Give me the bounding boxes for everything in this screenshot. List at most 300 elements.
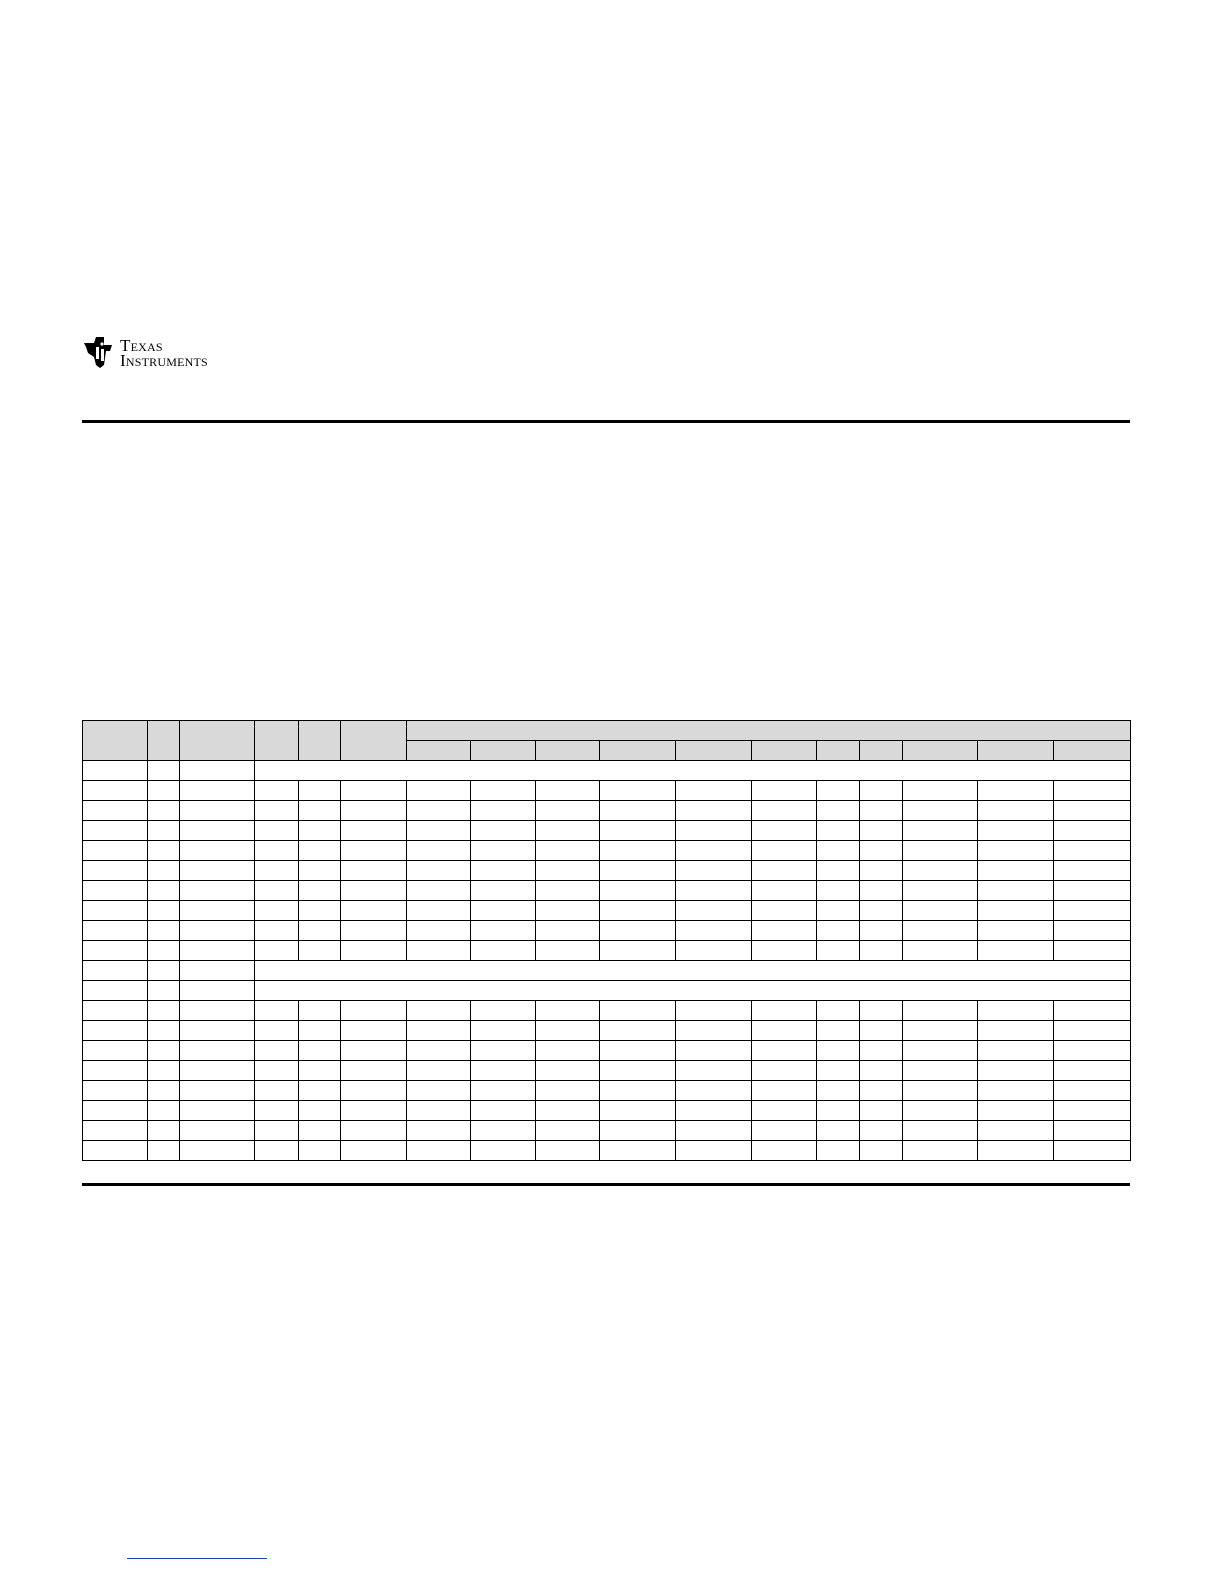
table-cell xyxy=(341,1001,407,1021)
table-cell xyxy=(752,861,817,881)
table-cell xyxy=(471,1001,536,1021)
table-cell xyxy=(83,901,148,921)
table-cell xyxy=(817,901,860,921)
table-cell xyxy=(752,1121,817,1141)
table-cell xyxy=(255,1121,299,1141)
table-cell xyxy=(903,781,978,801)
table-cell xyxy=(255,1101,299,1121)
table-cell xyxy=(148,921,180,941)
table-cell xyxy=(817,801,860,821)
footer-rule xyxy=(82,1183,1130,1186)
table-cell xyxy=(255,881,299,901)
table-cell xyxy=(817,941,860,961)
table-cell xyxy=(536,901,600,921)
table-cell xyxy=(978,1121,1054,1141)
table-cell xyxy=(471,1081,536,1101)
table-cell xyxy=(817,921,860,941)
table-cell xyxy=(180,1041,255,1061)
table-cell xyxy=(600,1121,676,1141)
table-cell xyxy=(860,1141,903,1161)
table-cell xyxy=(752,881,817,901)
table-cell xyxy=(1054,941,1131,961)
table-cell xyxy=(180,1021,255,1041)
table-row xyxy=(83,941,1131,961)
table-cell xyxy=(341,781,407,801)
table-cell xyxy=(407,1021,471,1041)
table-cell xyxy=(536,861,600,881)
table-cell xyxy=(299,901,341,921)
table-cell xyxy=(148,1141,180,1161)
table-cell xyxy=(903,901,978,921)
table-cell xyxy=(180,921,255,941)
table-cell xyxy=(255,1041,299,1061)
table-cell xyxy=(903,1121,978,1141)
table-cell xyxy=(752,1101,817,1121)
table-cell xyxy=(1054,921,1131,941)
table-cell xyxy=(407,881,471,901)
table-cell xyxy=(903,1061,978,1081)
table-body xyxy=(83,761,1131,1161)
table-cell xyxy=(903,1081,978,1101)
table-cell xyxy=(860,1121,903,1141)
table-cell xyxy=(978,881,1054,901)
table-cell xyxy=(860,1061,903,1081)
table-cell xyxy=(860,1041,903,1061)
header-rule xyxy=(82,420,1130,423)
table-cell xyxy=(471,1121,536,1141)
table-cell xyxy=(903,881,978,901)
table-row xyxy=(83,1121,1131,1141)
table-cell xyxy=(83,801,148,821)
table-cell xyxy=(83,941,148,961)
table-cell xyxy=(676,781,752,801)
table-cell xyxy=(148,1041,180,1061)
table-cell xyxy=(676,1081,752,1101)
table-cell xyxy=(1054,1141,1131,1161)
table-cell xyxy=(255,941,299,961)
table-cell xyxy=(180,901,255,921)
table-cell xyxy=(978,841,1054,861)
table-cell xyxy=(255,1001,299,1021)
table-cell xyxy=(180,1061,255,1081)
table-cell xyxy=(817,1021,860,1041)
data-table xyxy=(82,720,1131,1161)
table-row xyxy=(83,1101,1131,1121)
table-row xyxy=(83,861,1131,881)
table-cell xyxy=(536,941,600,961)
table-row xyxy=(83,761,1131,781)
table-cell xyxy=(536,1081,600,1101)
table-cell xyxy=(600,781,676,801)
table-header xyxy=(83,721,1131,761)
table-cell xyxy=(148,861,180,881)
table-cell xyxy=(180,761,255,781)
table-span-cell xyxy=(255,761,1131,781)
table-cell xyxy=(83,1001,148,1021)
subheader-cell xyxy=(752,741,817,761)
table-cell xyxy=(407,861,471,881)
table-cell xyxy=(148,1061,180,1081)
table-cell xyxy=(600,1001,676,1021)
table-cell xyxy=(83,921,148,941)
table-cell xyxy=(299,1101,341,1121)
table-cell xyxy=(1054,1061,1131,1081)
table-cell xyxy=(676,901,752,921)
table-cell xyxy=(1054,841,1131,861)
table-cell xyxy=(676,861,752,881)
table-cell xyxy=(83,841,148,861)
table-cell xyxy=(341,1081,407,1101)
table-cell xyxy=(341,941,407,961)
table-cell xyxy=(341,1141,407,1161)
table-cell xyxy=(180,781,255,801)
table-cell xyxy=(148,801,180,821)
table-cell xyxy=(860,1001,903,1021)
table-cell xyxy=(471,921,536,941)
table-cell xyxy=(299,881,341,901)
table-cell xyxy=(83,821,148,841)
table-cell xyxy=(676,801,752,821)
table-cell xyxy=(1054,821,1131,841)
header-cell xyxy=(299,721,341,761)
table-cell xyxy=(83,1101,148,1121)
table-cell xyxy=(255,801,299,821)
table-cell xyxy=(471,901,536,921)
table-cell xyxy=(860,781,903,801)
table-cell xyxy=(817,1141,860,1161)
table-cell xyxy=(180,1101,255,1121)
table-cell xyxy=(860,1021,903,1041)
table-cell xyxy=(180,861,255,881)
table-cell xyxy=(903,1001,978,1021)
table-cell xyxy=(860,941,903,961)
table-cell xyxy=(860,801,903,821)
table-cell xyxy=(148,1081,180,1101)
table-cell xyxy=(1054,1021,1131,1041)
table-cell xyxy=(752,1021,817,1041)
table-cell xyxy=(341,881,407,901)
table-cell xyxy=(407,781,471,801)
table-cell xyxy=(83,1021,148,1041)
table-cell xyxy=(978,901,1054,921)
table-cell xyxy=(148,781,180,801)
subheader-cell xyxy=(536,741,600,761)
table-cell xyxy=(83,861,148,881)
table-cell xyxy=(255,1141,299,1161)
table-cell xyxy=(83,1121,148,1141)
table-cell xyxy=(255,921,299,941)
table-cell xyxy=(817,841,860,861)
logo-line-2: Instruments xyxy=(120,351,208,370)
table-cell xyxy=(180,1081,255,1101)
table-cell xyxy=(817,1081,860,1101)
table-cell xyxy=(536,1041,600,1061)
table-cell xyxy=(817,1041,860,1061)
table-cell xyxy=(1054,781,1131,801)
table-cell xyxy=(341,1021,407,1041)
table-cell xyxy=(600,861,676,881)
table-cell xyxy=(536,1061,600,1081)
table-cell xyxy=(600,1041,676,1061)
table-cell xyxy=(860,881,903,901)
header-cell xyxy=(341,721,407,761)
table-cell xyxy=(471,801,536,821)
table-cell xyxy=(148,821,180,841)
table-row xyxy=(83,801,1131,821)
table-cell xyxy=(180,961,255,981)
table-cell xyxy=(255,1081,299,1101)
table-cell xyxy=(1054,1121,1131,1141)
table-cell xyxy=(536,821,600,841)
table-cell xyxy=(536,1021,600,1041)
table-cell xyxy=(407,1121,471,1141)
table-cell xyxy=(407,821,471,841)
table-cell xyxy=(471,821,536,841)
table-cell xyxy=(407,801,471,821)
table-cell xyxy=(180,1121,255,1141)
table-cell xyxy=(471,1141,536,1161)
table-cell xyxy=(180,941,255,961)
table-cell xyxy=(676,1001,752,1021)
table-cell xyxy=(407,1001,471,1021)
subheader-cell xyxy=(471,741,536,761)
table-row xyxy=(83,1061,1131,1081)
table-cell xyxy=(180,841,255,861)
table-cell xyxy=(471,941,536,961)
table-cell xyxy=(978,1081,1054,1101)
table-cell xyxy=(407,1041,471,1061)
table-cell xyxy=(299,1021,341,1041)
table-cell xyxy=(1054,901,1131,921)
table-cell xyxy=(1054,1081,1131,1101)
table-cell xyxy=(860,921,903,941)
table-cell xyxy=(148,1101,180,1121)
table-cell xyxy=(407,921,471,941)
table-cell xyxy=(600,1021,676,1041)
table-cell xyxy=(978,861,1054,881)
table-cell xyxy=(817,1061,860,1081)
table-cell xyxy=(676,1101,752,1121)
table-cell xyxy=(180,881,255,901)
table-cell xyxy=(978,1101,1054,1121)
table-cell xyxy=(180,1141,255,1161)
table-cell xyxy=(1054,861,1131,881)
table-row xyxy=(83,781,1131,801)
table-cell xyxy=(255,821,299,841)
table-span-cell xyxy=(255,961,1131,981)
table-cell xyxy=(860,1081,903,1101)
table-cell xyxy=(978,1061,1054,1081)
table-cell xyxy=(341,921,407,941)
table-cell xyxy=(407,1101,471,1121)
table-cell xyxy=(299,941,341,961)
table-cell xyxy=(903,1101,978,1121)
footer-link-underline[interactable] xyxy=(127,1558,267,1559)
table-cell xyxy=(978,1141,1054,1161)
table-cell xyxy=(299,1041,341,1061)
table-cell xyxy=(536,1141,600,1161)
logo-wordmark xyxy=(120,336,208,370)
table-cell xyxy=(299,921,341,941)
table-cell xyxy=(255,841,299,861)
table-cell xyxy=(299,1001,341,1021)
table-cell xyxy=(471,861,536,881)
table-cell xyxy=(903,941,978,961)
table-cell xyxy=(978,781,1054,801)
table-cell xyxy=(180,821,255,841)
table-cell xyxy=(752,901,817,921)
table-cell xyxy=(148,981,180,1001)
table-cell xyxy=(978,821,1054,841)
subheader-cell xyxy=(407,741,471,761)
table-cell xyxy=(817,821,860,841)
table-cell xyxy=(471,1101,536,1121)
table-cell xyxy=(817,1101,860,1121)
table-cell xyxy=(83,981,148,1001)
table-cell xyxy=(978,1041,1054,1061)
table-cell xyxy=(536,921,600,941)
table-cell xyxy=(536,781,600,801)
table-cell xyxy=(752,821,817,841)
table-cell xyxy=(600,1141,676,1161)
table-cell xyxy=(752,1141,817,1161)
table-cell xyxy=(536,881,600,901)
subheader-cell xyxy=(817,741,860,761)
table-cell xyxy=(1054,881,1131,901)
table-cell xyxy=(600,941,676,961)
logo-line-1: Texas xyxy=(120,336,163,355)
table-cell xyxy=(752,801,817,821)
table-cell xyxy=(860,841,903,861)
table-cell xyxy=(676,1021,752,1041)
subheader-cell xyxy=(1054,741,1131,761)
table-cell xyxy=(860,821,903,841)
table-span-cell xyxy=(255,981,1131,1001)
table-cell xyxy=(341,1101,407,1121)
table-cell xyxy=(148,761,180,781)
table-cell xyxy=(255,1021,299,1041)
table-cell xyxy=(471,781,536,801)
table-cell xyxy=(676,821,752,841)
texas-instruments-logo xyxy=(82,335,232,371)
table-cell xyxy=(148,901,180,921)
table-cell xyxy=(860,1101,903,1121)
table-cell xyxy=(299,781,341,801)
table-cell xyxy=(903,1021,978,1041)
table-cell xyxy=(255,1061,299,1081)
table-row xyxy=(83,841,1131,861)
header-cell xyxy=(255,721,299,761)
table-cell xyxy=(817,1121,860,1141)
table-cell xyxy=(676,941,752,961)
subheader-cell xyxy=(978,741,1054,761)
subheader-cell xyxy=(903,741,978,761)
table-row xyxy=(83,881,1131,901)
table-cell xyxy=(978,801,1054,821)
table-cell xyxy=(299,841,341,861)
table-cell xyxy=(180,801,255,821)
table-cell xyxy=(600,1081,676,1101)
table-cell xyxy=(978,1001,1054,1021)
table-cell xyxy=(752,1001,817,1021)
header-cell xyxy=(180,721,255,761)
table-cell xyxy=(860,861,903,881)
subheader-cell xyxy=(600,741,676,761)
table-cell xyxy=(600,1061,676,1081)
subheader-cell xyxy=(676,741,752,761)
table-cell xyxy=(1054,1041,1131,1061)
table-cell xyxy=(341,861,407,881)
table-cell xyxy=(903,1141,978,1161)
table-cell xyxy=(676,1141,752,1161)
table-cell xyxy=(676,1041,752,1061)
table-row xyxy=(83,1001,1131,1021)
table-cell xyxy=(903,821,978,841)
table-cell xyxy=(341,801,407,821)
table-cell xyxy=(536,801,600,821)
table-cell xyxy=(676,921,752,941)
table-cell xyxy=(676,841,752,861)
table-cell xyxy=(752,781,817,801)
table-cell xyxy=(600,881,676,901)
table-cell xyxy=(148,1021,180,1041)
table-cell xyxy=(148,961,180,981)
table-cell xyxy=(752,841,817,861)
table-cell xyxy=(903,801,978,821)
table-cell xyxy=(471,841,536,861)
table-cell xyxy=(407,841,471,861)
table-cell xyxy=(407,901,471,921)
table-cell xyxy=(148,1001,180,1021)
table-row xyxy=(83,1081,1131,1101)
table-cell xyxy=(536,1121,600,1141)
table-cell xyxy=(903,841,978,861)
table-cell xyxy=(600,801,676,821)
table-cell xyxy=(407,941,471,961)
table-cell xyxy=(536,1001,600,1021)
table-cell xyxy=(978,941,1054,961)
table-cell xyxy=(817,881,860,901)
table-row xyxy=(83,1021,1131,1041)
table-row xyxy=(83,1041,1131,1061)
table-cell xyxy=(299,1141,341,1161)
table-cell xyxy=(600,841,676,861)
header-cell xyxy=(83,721,148,761)
header-group-cell xyxy=(407,721,1131,741)
table-cell xyxy=(407,1081,471,1101)
table-cell xyxy=(341,1041,407,1061)
table-cell xyxy=(860,901,903,921)
table-cell xyxy=(407,1061,471,1081)
table-cell xyxy=(299,801,341,821)
table-cell xyxy=(752,1081,817,1101)
table-cell xyxy=(903,861,978,881)
table-cell xyxy=(1054,1001,1131,1021)
table-cell xyxy=(255,861,299,881)
table-cell xyxy=(148,1121,180,1141)
table-cell xyxy=(676,881,752,901)
header-cell xyxy=(148,721,180,761)
table-cell xyxy=(255,901,299,921)
table-row xyxy=(83,961,1131,981)
table-cell xyxy=(299,861,341,881)
table-cell xyxy=(817,781,860,801)
table-cell xyxy=(180,981,255,1001)
table-cell xyxy=(83,1041,148,1061)
table-cell xyxy=(600,821,676,841)
table-cell xyxy=(341,1121,407,1141)
table-cell xyxy=(180,1001,255,1021)
